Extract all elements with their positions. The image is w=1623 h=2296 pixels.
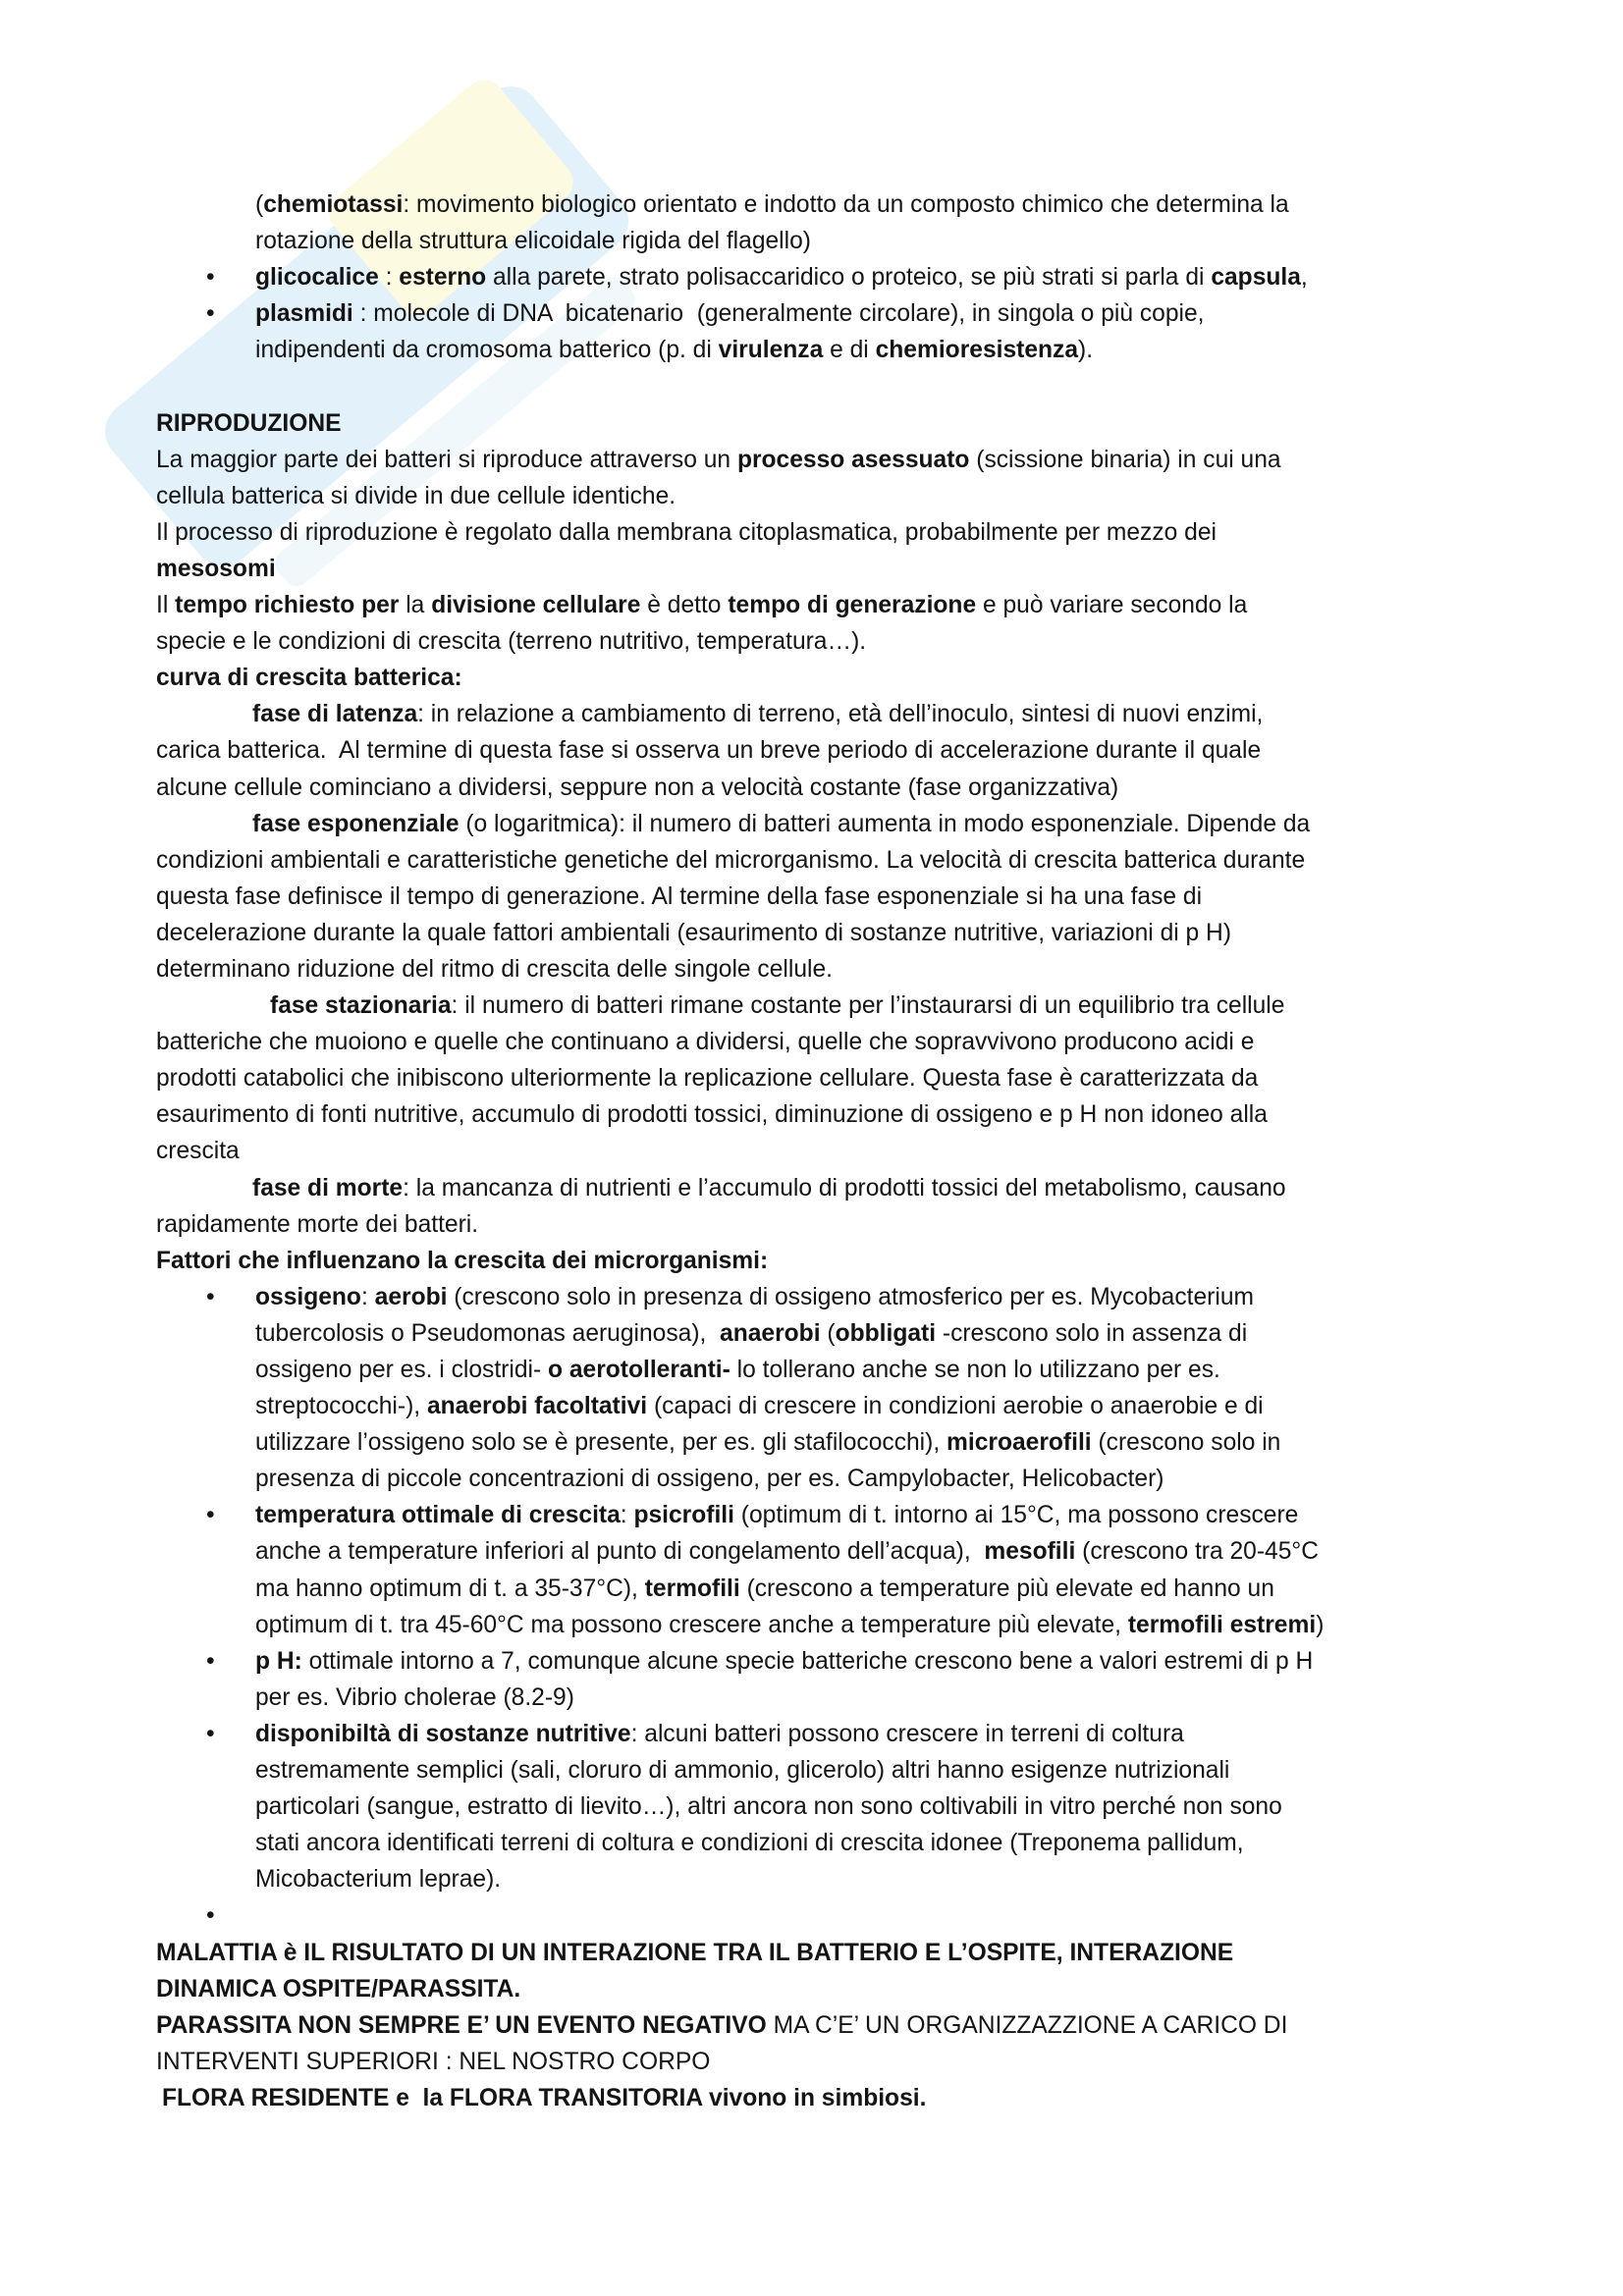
text-run: : movimento biologico orientato e indotto da un composto chimico che determina la (403, 191, 1289, 218)
bold-text: psicrofili (633, 1502, 734, 1529)
text-line (0, 1133, 1623, 1169)
bullet-icon: • (206, 1647, 215, 1675)
text-run: La maggior parte dei batteri si riproduce attraverso un (156, 446, 737, 473)
text-run: la (399, 592, 432, 619)
text-line (0, 806, 1623, 842)
text-run: rapidamente morte dei batteri. (156, 1210, 479, 1238)
text-line (0, 1206, 1623, 1243)
text-run: batteriche che muoiono e quelle che continuano a dividersi, quelle che sopravvivono producono acidi e (156, 1029, 1255, 1056)
text-line (0, 1680, 1623, 1716)
text-run: ( (255, 191, 264, 218)
text-line (0, 1170, 1623, 1206)
text-line (0, 732, 1623, 769)
text-line (0, 1789, 1623, 1825)
text-run: rotazione della struttura elicoidale rigida del flagello) (255, 228, 811, 255)
bold-text: glicocalice (255, 264, 379, 292)
text-run: specie e le condizioni di crescita (terreno nutritivo, temperatura…). (156, 628, 867, 656)
text-run: cellula batterica si divide in due cellule identiche. (156, 482, 676, 509)
text-line (0, 1096, 1623, 1133)
bullet-icon: • (206, 1502, 215, 1529)
text-line (0, 2007, 1623, 2044)
text-run: prodotti catabolici che inibiscono ulteriormente la replicazione cellulare. Questa fase è caratterizzata da (156, 1065, 1259, 1093)
text-line (0, 1060, 1623, 1096)
bold-text: tempo di generazione (728, 592, 977, 619)
bold-text: anaerobi facoltativi (426, 1393, 648, 1420)
text-run: utilizzare l’ossigeno solo se è presente, per es. gli stafilococchi), (255, 1429, 947, 1457)
bullet-icon: • (206, 1283, 215, 1310)
text-run: ( (820, 1319, 836, 1347)
text-line (0, 1352, 1623, 1388)
bold-text: plasmidi (255, 300, 353, 328)
text-run: determinano riduzione del ritmo di crescita delle singole cellule. (156, 955, 833, 983)
bold-text: p H: (255, 1647, 302, 1675)
bold-text: obbligati (835, 1319, 937, 1347)
bullet-icon: • (206, 300, 215, 328)
bullet-item-line (0, 1497, 1623, 1533)
bold-text: FLORA RESIDENTE e la FLORA TRANSITORIA vivono in simbiosi. (162, 2084, 927, 2111)
text-line (0, 842, 1623, 879)
text-run: e può variare secondo la (976, 592, 1248, 619)
bold-text: curva di crescita batterica: (156, 665, 462, 692)
bold-text: Fattori che influenzano la crescita dei microrganismi: (156, 1247, 769, 1274)
text-line (0, 405, 1623, 442)
text-run: presenza di piccole concentrazioni di ossigeno, per es. Campylobacter, Helicobacter) (255, 1466, 1164, 1493)
bullet-item-line (0, 295, 1623, 332)
bold-text: tempo richiesto per (175, 592, 400, 619)
text-run: indipendenti da cromosoma batterico (p. di (255, 337, 719, 364)
text-line (0, 623, 1623, 660)
text-run: alcune cellule cominciano a dividersi, seppure non a velocità costante (fase organizzativa) (156, 774, 1119, 801)
text-run: MA C’E’ UN ORGANIZZAZZIONE A CARICO DI (766, 2011, 1288, 2039)
bold-text: fase esponenziale (252, 810, 460, 837)
text-run: alla parete, strato polisaccaridico o proteico, se più strati si parla di (486, 264, 1212, 292)
text-line (0, 951, 1623, 988)
bold-text: aerobi (374, 1283, 448, 1310)
text-run: carica batterica. Al termine di questa fase si osserva un breve periodo di accelerazione durante il quale (156, 737, 1262, 765)
text-run: e di (823, 337, 876, 364)
text-line (0, 1607, 1623, 1643)
text-line (0, 2044, 1623, 2080)
bold-text: virulenza (718, 337, 824, 364)
text-run: : alcuni batteri possono crescere in terreni di coltura (630, 1720, 1184, 1747)
text-run: anche a temperature inferiori al punto di congelamento dell’acqua), (255, 1538, 985, 1566)
text-run: Il (156, 592, 176, 619)
bold-text: termofili (644, 1575, 740, 1602)
bold-text: anaerobi (720, 1319, 821, 1347)
text-line (0, 660, 1623, 696)
text-run: ottimale intorno a 7, comunque alcune specie batteriche crescono bene a valori estremi di p H (301, 1647, 1314, 1675)
text-run: (capaci di crescere in condizioni aerobie o anaerobie e di (647, 1393, 1264, 1420)
text-line (0, 1752, 1623, 1789)
text-line (0, 2080, 1623, 2116)
text-run: : in relazione a cambiamento di terreno, età dell’inoculo, sintesi di nuovi enzimi, (417, 701, 1264, 728)
text-line (0, 1971, 1623, 2007)
bold-text: o aerotolleranti- (547, 1357, 730, 1383)
bullet-item-line (0, 1643, 1623, 1680)
text-line (0, 988, 1623, 1024)
text-run: estremamente semplici (sali, cloruro di ammonio, glicerolo) altri hanno esigenze nutrizionali (255, 1757, 1230, 1785)
document-body (0, 187, 1623, 2116)
bold-text: mesosomi (156, 555, 276, 582)
text-line (0, 223, 1623, 259)
text-run: tubercolosis o Pseudomonas aeruginosa), (255, 1319, 721, 1347)
text-line (0, 368, 1623, 404)
bullet-icon: • (206, 1902, 215, 1930)
bullet-item-line (0, 1897, 1623, 1934)
bold-text: RIPRODUZIONE (156, 409, 342, 437)
text-run: per es. Vibrio cholerae (8.2-9) (255, 1683, 574, 1711)
bold-text: disponibiltà di sostanze nutritive (255, 1720, 631, 1747)
text-run: ). (1078, 337, 1094, 364)
bold-text: microaerofili (947, 1429, 1092, 1457)
text-run: condizioni ambientali e caratteristiche genetiche del microrganismo. La velocità di crescita batterica durante (156, 846, 1306, 874)
bold-text: termofili estremi (1127, 1611, 1317, 1638)
text-line (0, 770, 1623, 806)
bold-text: fase stazionaria (270, 992, 452, 1020)
text-run: (optimum di t. intorno ai 15°C, ma possono crescere (733, 1502, 1299, 1529)
text-run: decelerazione durante la quale fattori ambientali (esaurimento di sostanze nutritive, variazioni di p H) (156, 919, 1232, 946)
text-run: optimum di t. tra 45-60°C ma possono crescere anche a temperature più elevate, (255, 1611, 1128, 1638)
bold-text: fase di latenza (252, 701, 418, 728)
text-line (0, 332, 1623, 368)
text-line (0, 1388, 1623, 1424)
bold-text: mesofili (984, 1538, 1076, 1566)
text-line (0, 1533, 1623, 1570)
text-run: streptococchi-), (255, 1393, 427, 1420)
bold-text: chemiotassi (263, 191, 404, 218)
bold-text: DINAMICA OSPITE/PARASSITA. (156, 1975, 521, 2002)
text-run: ossigeno per es. i clostridi- (255, 1357, 548, 1383)
text-line (0, 442, 1623, 478)
text-line (0, 587, 1623, 623)
text-line (0, 478, 1623, 514)
text-line (0, 696, 1623, 732)
bullet-item-line (0, 259, 1623, 295)
text-run: questa fase definisce il tempo di generazione. Al termine della fase esponenziale si ha una fase di (156, 882, 1203, 910)
text-line (0, 1861, 1623, 1897)
text-line (0, 1825, 1623, 1861)
text-line (0, 514, 1623, 551)
bold-text: ossigeno (255, 1283, 361, 1310)
text-run: stati ancora identificati terreni di coltura e condizioni di crescita idonee (Treponema pallidum, (255, 1830, 1244, 1857)
text-line (0, 187, 1623, 223)
text-line (0, 551, 1623, 587)
text-line (0, 1024, 1623, 1060)
bold-text: PARASSITA NON SEMPRE E’ UN EVENTO NEGATIVO (156, 2011, 767, 2039)
text-run: è detto (640, 592, 729, 619)
text-run: : molecole di DNA bicatenario (generalmente circolare), in singola o più copie, (352, 300, 1205, 328)
text-line (0, 879, 1623, 915)
text-run: ) (1316, 1611, 1325, 1638)
text-run: (crescono solo in (1091, 1429, 1281, 1457)
text-run: : (620, 1502, 634, 1529)
bold-text: capsula (1211, 264, 1301, 292)
bold-text: divisione cellulare (431, 592, 641, 619)
bold-text: MALATTIA è IL RISULTATO DI UN INTERAZIONE TRA IL BATTERIO E L’OSPITE, INTERAZIONE (156, 1939, 1234, 1966)
text-run: Il processo di riproduzione è regolato dalla membrana citoplasmatica, probabilmente per mezzo dei (156, 518, 1217, 546)
bullet-item-line (0, 1279, 1623, 1315)
bullet-icon: • (206, 264, 215, 292)
text-line (0, 1315, 1623, 1352)
text-run: : (360, 1283, 375, 1310)
text-run: (crescono a temperature più elevate ed hanno un (739, 1575, 1274, 1602)
text-run: crescita (156, 1138, 240, 1165)
text-run: : il numero di batteri rimane costante per l’instaurarsi di un equilibrio tra cellule (451, 992, 1285, 1020)
bold-text: esterno (399, 264, 487, 292)
bold-text: temperatura ottimale di crescita (255, 1502, 621, 1529)
text-line (0, 915, 1623, 951)
bullet-icon: • (206, 1720, 215, 1747)
text-run: lo tollerano anche se non lo utilizzano per es. (730, 1357, 1220, 1383)
text-run: esaurimento di fonti nutritive, accumulo di prodotti tossici, diminuzione di ossigeno e p H non idoneo alla (156, 1101, 1268, 1129)
text-run: (crescono tra 20-45°C (1075, 1538, 1319, 1566)
bold-text: processo asessuato (736, 446, 970, 473)
text-run: : la mancanza di nutrienti e l’accumulo di prodotti tossici del metabolismo, causano (403, 1174, 1286, 1201)
text-line (0, 1935, 1623, 1971)
text-run: particolari (sangue, estratto di lievito…), altri ancora non sono coltivabili in vitro perché non sono (255, 1793, 1282, 1821)
text-run: : (378, 264, 400, 292)
text-run: (o logaritmica): il numero di batteri aumenta in modo esponenziale. Dipende da (459, 810, 1311, 837)
text-run: Micobacterium leprae). (255, 1866, 502, 1894)
text-run: INTERVENTI SUPERIORI : NEL NOSTRO CORPO (156, 2048, 711, 2075)
bold-text: fase di morte (252, 1174, 404, 1201)
bold-text: chemioresistenza (875, 337, 1078, 364)
text-line (0, 1461, 1623, 1497)
text-run: -crescono solo in assenza di (936, 1319, 1248, 1347)
text-run: , (1300, 264, 1308, 292)
text-line (0, 1424, 1623, 1461)
text-line (0, 1243, 1623, 1279)
bullet-item-line (0, 1716, 1623, 1752)
text-run: (crescono solo in presenza di ossigeno atmosferico per es. Mycobacterium (447, 1283, 1254, 1310)
text-run: ma hanno optimum di t. a 35-37°C), (255, 1575, 645, 1602)
text-run: (scissione binaria) in cui una (969, 446, 1281, 473)
text-line (0, 1571, 1623, 1607)
